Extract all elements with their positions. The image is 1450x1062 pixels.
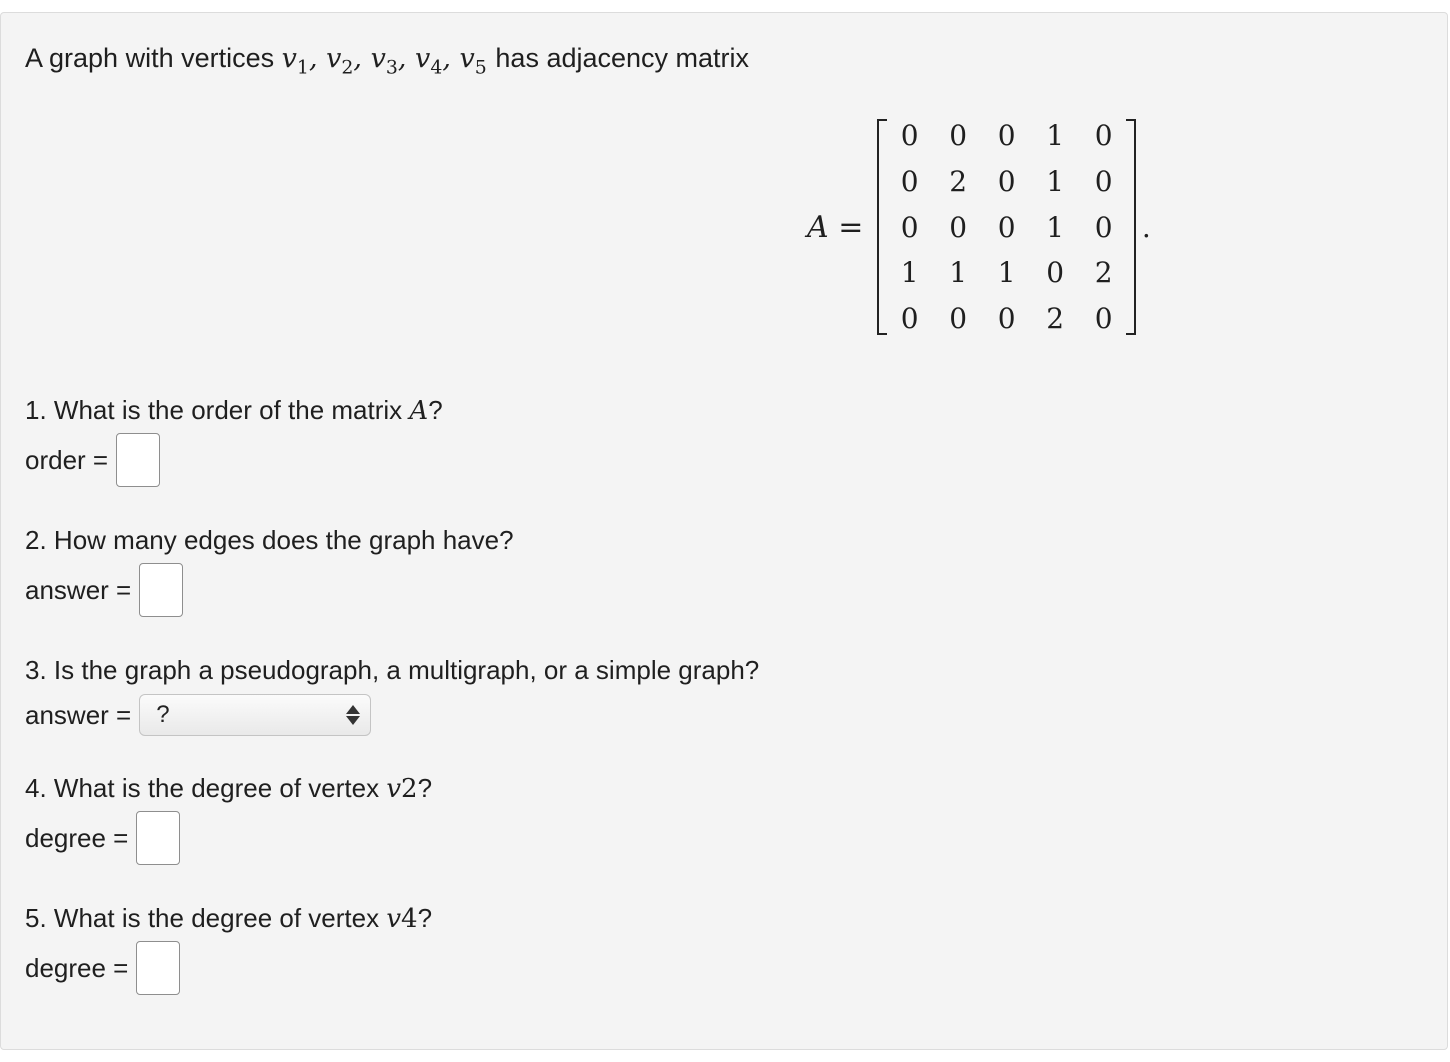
vertex-v3: $v_3$ xyxy=(370,43,398,79)
matrix-cell: 1 xyxy=(1046,164,1065,198)
graph-type-label: answer = xyxy=(25,699,132,730)
matrix-cell: 1 xyxy=(949,256,968,290)
matrix-cell: 0 xyxy=(1046,256,1065,290)
matrix-cell: 0 xyxy=(1094,301,1113,335)
matrix-lhs: A = xyxy=(807,209,864,245)
edges-input[interactable] xyxy=(139,563,183,617)
question-tail: ? xyxy=(417,903,433,933)
matrix-cell: 0 xyxy=(997,210,1016,244)
vertex-v2: $v_2$ xyxy=(326,43,354,79)
question-number: 1. xyxy=(25,395,47,425)
adjacency-matrix xyxy=(807,119,1151,335)
matrix-cell: 0 xyxy=(949,301,968,335)
question-3 xyxy=(25,655,759,686)
question-text: What is the degree of vertex xyxy=(53,903,380,933)
question-tail: ? xyxy=(428,395,443,425)
question-number: 2. xyxy=(25,525,47,555)
edges-label: answer = xyxy=(25,574,132,605)
question-4 xyxy=(25,773,432,804)
matrix-cell: 0 xyxy=(949,119,968,153)
question-number: 5. xyxy=(25,903,47,933)
vertex-v4: $v_4$ xyxy=(415,43,443,79)
matrix-cell: 0 xyxy=(997,119,1016,153)
matrix-cell: 1 xyxy=(997,256,1016,290)
question-number: 4. xyxy=(25,773,47,803)
question-text: What is the order of the matrix xyxy=(53,395,403,425)
matrix-cell: 2 xyxy=(949,164,968,198)
matrix-cell: 0 xyxy=(1094,164,1113,198)
question-text: Is the graph a pseudograph, a multigraph, or a simple graph? xyxy=(53,655,760,685)
degree-v2-input[interactable] xyxy=(136,811,180,865)
intro-prefix: A graph with vertices xyxy=(25,43,275,73)
matrix-cell: 0 xyxy=(900,119,919,153)
question-tail: ? xyxy=(417,773,433,803)
question-panel xyxy=(0,12,1448,1050)
vertex-symbol: v4 xyxy=(386,904,418,934)
question-5 xyxy=(25,903,432,934)
matrix-cell: 2 xyxy=(1094,256,1113,290)
intro-suffix: has adjacency matrix xyxy=(495,43,750,73)
matrix-cell: 1 xyxy=(1046,119,1065,153)
question-text: How many edges does the graph have? xyxy=(53,525,514,555)
question-1 xyxy=(25,395,443,426)
matrix-grid xyxy=(885,113,1128,341)
matrix-cell: 0 xyxy=(1094,210,1113,244)
matrix-cell: 0 xyxy=(900,301,919,335)
question-2 xyxy=(25,525,514,556)
select-arrows-icon xyxy=(346,705,360,725)
matrix-cell: 1 xyxy=(900,256,919,290)
degree-v4-input[interactable] xyxy=(136,941,180,995)
matrix-right-bracket xyxy=(1126,119,1136,335)
matrix-cell: 2 xyxy=(1046,301,1065,335)
vertex-v5: $v_5$ xyxy=(459,43,487,79)
graph-type-selected-value: ? xyxy=(156,701,170,728)
matrix-left-bracket xyxy=(877,119,887,335)
edges-answer-row xyxy=(25,563,183,617)
order-input[interactable] xyxy=(116,433,160,487)
graph-type-select[interactable] xyxy=(139,694,371,736)
degree-v4-label: degree = xyxy=(25,952,129,983)
matrix-cell: 0 xyxy=(997,301,1016,335)
matrix-symbol: A xyxy=(409,396,429,426)
degree-v2-answer-row xyxy=(25,811,180,865)
question-text: What is the degree of vertex xyxy=(53,773,380,803)
matrix-cell: 0 xyxy=(997,164,1016,198)
vertex-symbol: v2 xyxy=(386,774,418,804)
problem-intro xyxy=(25,43,749,78)
degree-v2-label: degree = xyxy=(25,822,129,853)
order-answer-row xyxy=(25,433,160,487)
degree-v4-answer-row xyxy=(25,941,180,995)
matrix-cell: 0 xyxy=(949,210,968,244)
order-label: order = xyxy=(25,444,109,475)
matrix-cell: 0 xyxy=(1094,119,1113,153)
vertex-v1: $v_1$ xyxy=(281,43,309,79)
matrix-cell: 0 xyxy=(900,164,919,198)
question-number: 3. xyxy=(25,655,47,685)
matrix-period: . xyxy=(1141,210,1151,244)
matrix-cell: 1 xyxy=(1046,210,1065,244)
vertex-list: $v_1$, $v_2$, $v_3$, $v_4$, $v_5$ xyxy=(281,43,487,79)
matrix-cell: 0 xyxy=(900,210,919,244)
graph-type-answer-row xyxy=(25,694,371,736)
